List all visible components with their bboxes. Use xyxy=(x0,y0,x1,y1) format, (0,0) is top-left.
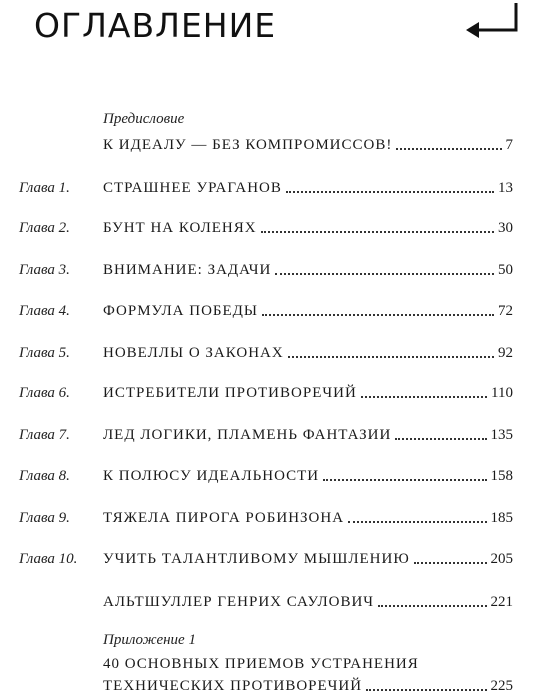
toc-entry-chapter[interactable] xyxy=(0,342,533,364)
toc-title: ЛЕД ЛОГИКИ, ПЛАМЕНЬ ФАНТАЗИИ xyxy=(103,427,392,443)
chapter-label: Глава 5. xyxy=(19,345,70,361)
toc-title: ИСТРЕБИТЕЛИ ПРОТИВОРЕЧИЙ xyxy=(103,385,357,401)
toc-title: ТЯЖЕЛА ПИРОГА РОБИНЗОНА xyxy=(103,510,345,526)
toc-title: БУНТ НА КОЛЕНЯХ xyxy=(103,220,257,236)
toc-entry-preface[interactable] xyxy=(0,134,533,156)
toc-page-number: 135 xyxy=(490,427,513,443)
toc-entry-chapter[interactable] xyxy=(0,382,533,404)
dot-leader xyxy=(361,395,487,398)
toc-title: К ИДЕАЛУ — БЕЗ КОМПРОМИССОВ! xyxy=(103,137,393,153)
dot-leader xyxy=(323,478,486,481)
toc-page-number: 72 xyxy=(498,303,513,319)
dot-leader xyxy=(395,437,486,440)
chapter-label: Глава 4. xyxy=(19,303,70,319)
chapter-label: Глава 7. xyxy=(19,427,70,443)
toc-title: УЧИТЬ ТАЛАНТЛИВОМУ МЫШЛЕНИЮ xyxy=(103,551,410,567)
toc-title: НОВЕЛЛЫ О ЗАКОНАХ xyxy=(103,345,284,361)
toc-entry-chapter[interactable] xyxy=(0,507,533,529)
toc-page-number: 158 xyxy=(490,468,513,484)
toc-page-number: 185 xyxy=(490,510,513,526)
appendix-label: Приложение 1 xyxy=(103,632,196,648)
chapter-label: Глава 6. xyxy=(19,385,70,401)
toc-page-number: 225 xyxy=(490,678,513,694)
toc-page-number: 7 xyxy=(505,137,513,153)
toc-title: К ПОЛЮСУ ИДЕАЛЬНОСТИ xyxy=(103,468,320,484)
chapter-label: Глава 1. xyxy=(19,180,70,196)
dot-leader xyxy=(261,230,494,233)
toc-page-number: 30 xyxy=(498,220,513,236)
toc-entry-chapter[interactable] xyxy=(0,300,533,322)
toc-entry-chapter[interactable] xyxy=(0,217,533,239)
chapter-label: Глава 8. xyxy=(19,468,70,484)
dot-leader xyxy=(414,561,487,564)
toc-entry-chapter[interactable] xyxy=(0,465,533,487)
chapter-label: Глава 10. xyxy=(19,551,78,567)
preface-label: Предисловие xyxy=(103,111,185,127)
dot-leader xyxy=(396,147,501,150)
toc-page-number: 92 xyxy=(498,345,513,361)
dot-leader xyxy=(262,313,494,316)
toc-page-number: 221 xyxy=(490,594,513,610)
dot-leader xyxy=(348,520,486,523)
dot-leader xyxy=(378,604,486,607)
toc-entry-chapter[interactable] xyxy=(0,259,533,281)
toc-entry-author[interactable] xyxy=(0,591,533,613)
chapter-label: Глава 3. xyxy=(19,262,70,278)
dot-leader xyxy=(366,688,486,691)
chapter-label: Глава 9. xyxy=(19,510,70,526)
dot-leader xyxy=(288,355,494,358)
toc-page-number: 13 xyxy=(498,180,513,196)
toc-title: АЛЬТШУЛЛЕР ГЕНРИХ САУЛОВИЧ xyxy=(103,594,375,610)
toc-entry-chapter[interactable] xyxy=(0,177,533,199)
toc-title: ФОРМУЛА ПОБЕДЫ xyxy=(103,303,258,319)
toc-page-number: 50 xyxy=(498,262,513,278)
page-title: ОГЛАВЛЕНИЕ xyxy=(34,6,277,45)
toc-title: ВНИМАНИЕ: ЗАДАЧИ xyxy=(103,262,272,278)
dot-leader xyxy=(275,272,494,275)
toc-entry-appendix[interactable] xyxy=(0,675,533,697)
toc-entry-chapter[interactable] xyxy=(0,548,533,570)
toc-page-number: 110 xyxy=(491,385,513,401)
appendix-title-line1[interactable]: 40 ОСНОВНЫХ ПРИЕМОВ УСТРАНЕНИЯ xyxy=(103,656,419,672)
toc-page-number: 205 xyxy=(490,551,513,567)
toc-title: ТЕХНИЧЕСКИХ ПРОТИВОРЕЧИЙ xyxy=(103,678,363,694)
return-arrow-icon[interactable] xyxy=(463,3,521,43)
dot-leader xyxy=(286,190,494,193)
toc-title: СТРАШНЕЕ УРАГАНОВ xyxy=(103,180,282,196)
toc-entry-chapter[interactable] xyxy=(0,424,533,446)
chapter-label: Глава 2. xyxy=(19,220,70,236)
